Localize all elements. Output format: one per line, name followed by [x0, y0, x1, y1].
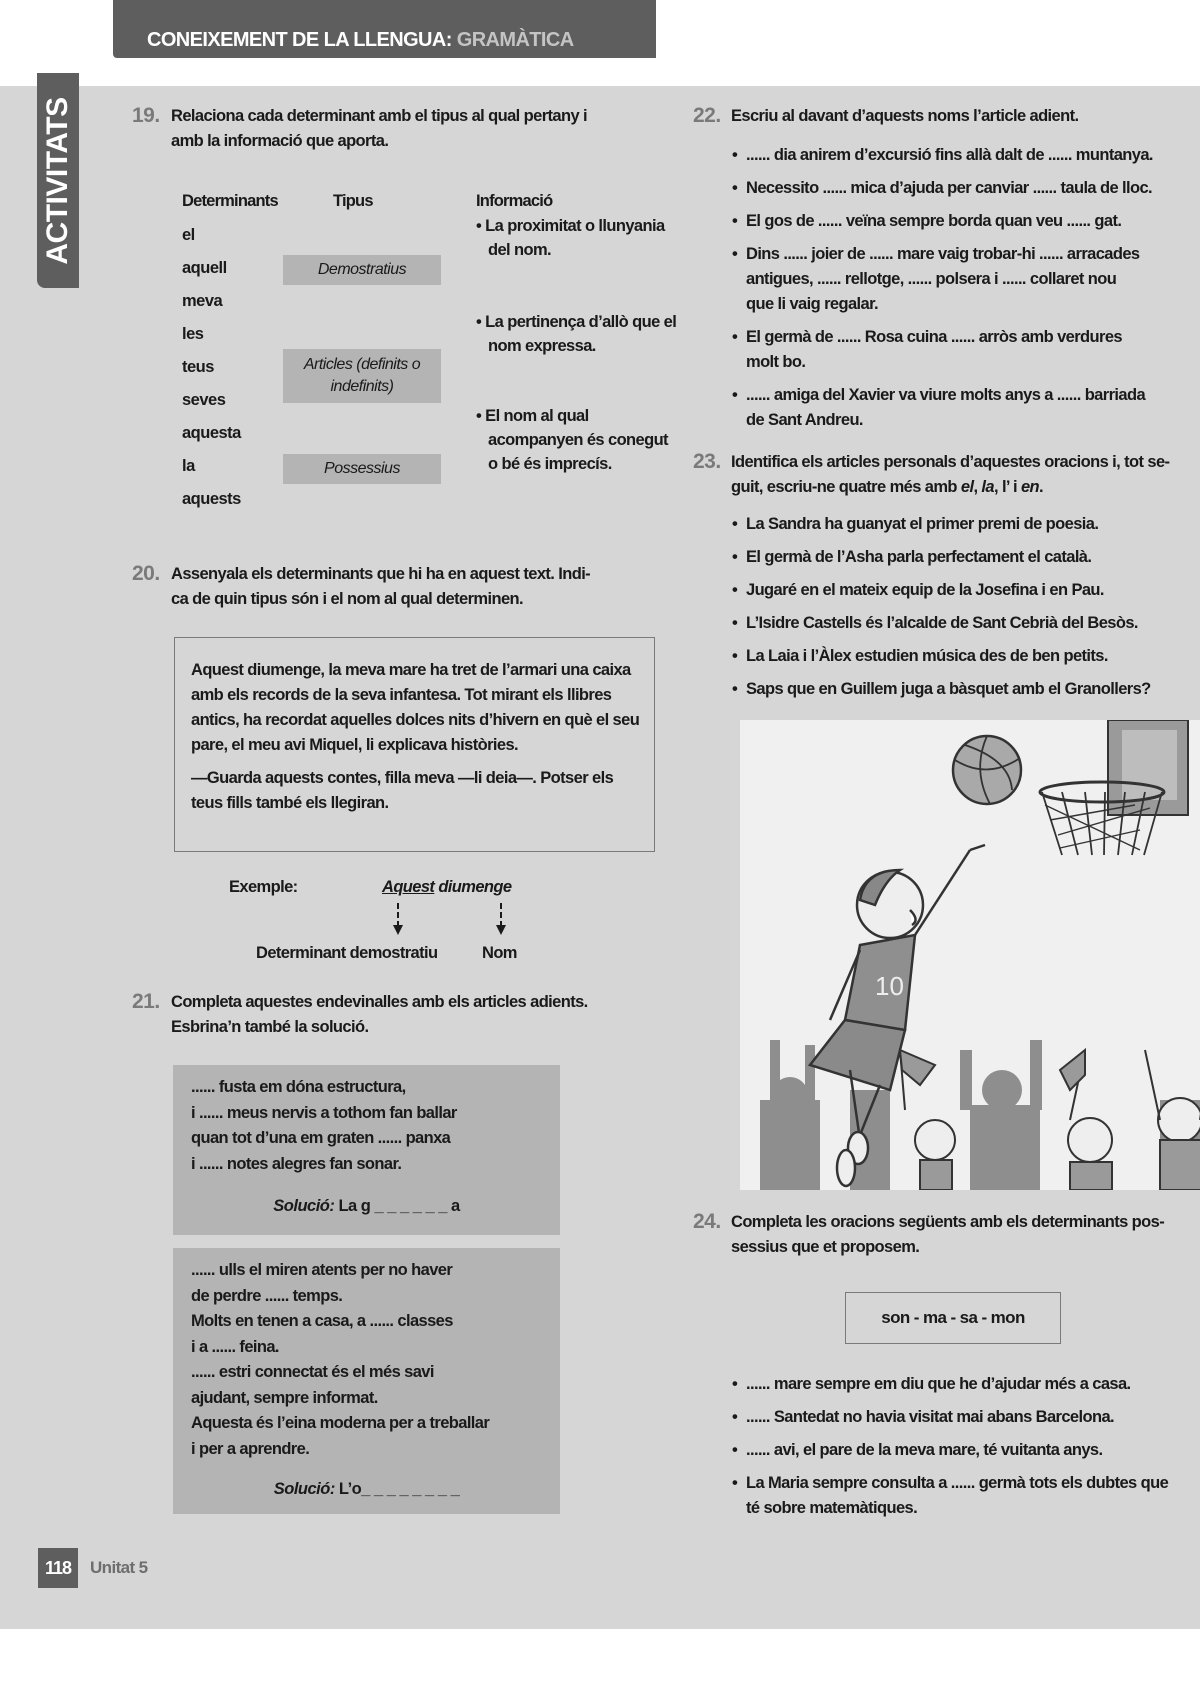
list-item: • ...... dia anirem d’excursió fins allà dalt de ...... muntanya. [732, 143, 1200, 168]
word-bank-box: son - ma - sa - mon [845, 1292, 1061, 1344]
arrow-head-icon [393, 925, 403, 935]
page-number: 118 [38, 1548, 78, 1588]
column-header-determinants: Determinants [182, 192, 278, 210]
list-item: • L’Isidre Castells és l’alcalde de Sant Cebrià del Besòs. [732, 611, 1200, 636]
exercise-21-prompt-line1: Completa aquestes endevinalles amb els articles adients. [171, 993, 588, 1011]
list-item: • El germà de l’Asha parla perfectament el català. [732, 545, 1200, 570]
example-label: Exemple: [229, 878, 298, 896]
exercise-20-number: 20. [132, 562, 160, 585]
list-item: • ...... Santedat no havia visitat mai abans Barcelona. [732, 1405, 1200, 1430]
example-phrase [382, 878, 511, 897]
list-item: • El gos de ...... veïna sempre borda quan veu ...... gat. [732, 209, 1200, 234]
exercise-24-list [732, 1372, 1200, 1521]
list-item: • Jugaré en el mateix equip de la Josefina i en Pau. [732, 578, 1200, 603]
riddle-line: i ...... meus nervis a tothom fan ballar [191, 1103, 457, 1122]
list-item: • Dins ...... joier de ...... mare vaig trobar-hi ...... arracades antigues, ...... rellotge, ...... polsera i ...... collaret nou que li vaig regalar. [732, 242, 1200, 317]
list-item: • La Sandra ha guanyat el primer premi de poesia. [732, 512, 1200, 537]
example-noun: diumenge [438, 878, 512, 896]
exercise-23-number: 23. [693, 450, 721, 473]
exercise-20-paragraph-1: Aquest diumenge, la meva mare ha tret de l’armari una caixa amb els records de la seva infantesa. Tot mirant els llibres antics, ha recordat aquelles dolces nits d’hivern en què el seu pare, el meu avi Miquel, li explicava històries. [191, 661, 640, 754]
side-tab-label: ACTIVITATS [41, 96, 74, 265]
determinant-item: meva [182, 292, 223, 310]
exercise-22-number: 22. [693, 104, 721, 127]
determinant-item: aquesta [182, 424, 241, 442]
list-item: • La Maria sempre consulta a ...... germà tots els dubtes que té sobre matemàtiques. [732, 1471, 1200, 1521]
determinant-item: aquell [182, 259, 227, 277]
exercise-21-prompt-line2: Esbrina’n també la solució. [171, 1018, 369, 1036]
riddle-line: i a ...... feina. [191, 1337, 279, 1356]
type-box-demostratius: Demostratius [283, 255, 441, 285]
determinant-item: aquests [182, 490, 241, 508]
list-item: • ...... amiga del Xavier va viure molts anys a ...... barriada de Sant Andreu. [732, 383, 1200, 433]
exercise-20-prompt-line2: ca de quin tipus són i el nom al qual determinen. [171, 590, 523, 608]
riddle-line: i ...... notes alegres fan sonar. [191, 1154, 402, 1173]
determinant-item: el [182, 226, 195, 244]
arrow-to-determinant [397, 903, 399, 927]
section-title [147, 29, 574, 52]
riddle-line: Aquesta és l’eina moderna per a treballar [191, 1414, 490, 1432]
unit-label: Unitat 5 [90, 1558, 148, 1577]
exercise-20-prompt-line1: Assenyala els determinants que hi ha en aquest text. Indi- [171, 565, 591, 583]
determinant-item: seves [182, 391, 226, 409]
riddle-line: quan tot d’una em graten ...... panxa [191, 1129, 451, 1147]
riddle-line: ...... fusta em dóna estructura, [191, 1078, 406, 1096]
exercise-19-number: 19. [132, 104, 160, 127]
arrow-head-icon [496, 925, 506, 935]
list-item: • ...... mare sempre em diu que he d’ajudar més a casa. [732, 1372, 1200, 1397]
exercise-22-prompt: Escriu al davant d’aquests noms l’article adient. [731, 107, 1079, 125]
exercise-20-text-box [174, 637, 655, 852]
riddle-line: Molts en tenen a casa, a ...... classes [191, 1312, 453, 1330]
riddle-solution [191, 1197, 542, 1216]
svg-text:10: 10 [875, 971, 904, 1001]
determinant-item: les [182, 325, 204, 343]
exercise-24-prompt-line1: Completa les oracions següents amb els determinants pos- [731, 1213, 1165, 1231]
activities-side-tab [37, 73, 79, 288]
riddle-line: ...... ulls el miren atents per no haver [191, 1261, 453, 1279]
solution-label: Solució: [273, 1480, 335, 1498]
basketball-illustration [740, 720, 1200, 1190]
list-item: • ...... avi, el pare de la meva mare, té vuitanta anys. [732, 1438, 1200, 1463]
riddle-solution [191, 1480, 542, 1499]
info-item: • La proximitat o llunyania del nom. [476, 217, 665, 259]
column-header-tipus: Tipus [333, 192, 373, 210]
riddle-box-1 [173, 1065, 560, 1235]
riddle-line: ...... estri connectat és el més savi [191, 1363, 434, 1381]
riddle-line: i per a aprendre. [191, 1439, 310, 1458]
exercise-20-paragraph-2: —Guarda aquests contes, filla meva —li deia—. Potser els teus fills també els llegiran. [191, 769, 614, 812]
solution-value: L’o_ _ _ _ _ _ _ _ [338, 1480, 460, 1498]
solution-value: La g _ _ _ _ _ _ a [338, 1197, 460, 1215]
exercise-23-prompt-line2: guit, escriu-ne quatre més amb el, la, l’ i en. [731, 478, 1044, 496]
determinant-item: teus [182, 358, 214, 376]
exercise-23-list [732, 512, 1200, 702]
determinant-item: la [182, 457, 195, 475]
list-item: • Necessito ...... mica d’ajuda per canviar ...... taula de lloc. [732, 176, 1200, 201]
type-box-articles: Articles (definits o indefinits) [283, 349, 441, 403]
riddle-box-2 [173, 1248, 560, 1514]
arrow-to-noun [500, 903, 502, 927]
riddle-line: de perdre ...... temps. [191, 1286, 343, 1305]
exercise-19-prompt-line1: Relaciona cada determinant amb el tipus al qual pertany i [171, 107, 588, 125]
exercise-21-number: 21. [132, 990, 160, 1013]
exercise-23-prompt [731, 450, 1200, 500]
exercise-24-prompt [731, 1210, 1200, 1260]
exercise-24-prompt-line2: sessius que et proposem. [731, 1238, 920, 1256]
column-header-informacio: Informació [476, 192, 553, 210]
section-title-prefix: CONEIXEMENT DE LA LLENGUA: [147, 29, 457, 51]
exercise-23-prompt-line1: Identifica els articles personals d’aquestes oracions i, tot se- [731, 453, 1170, 471]
solution-label: Solució: [273, 1197, 335, 1215]
example-determinant-type: Determinant demostratiu [256, 944, 438, 962]
info-item: • El nom al qual acompanyen és conegut o bé és imprecís. [476, 407, 668, 473]
exercise-19-prompt [171, 104, 671, 154]
info-item: • La pertinença d’allò que el nom expressa. [476, 313, 677, 355]
riddle-line: ajudant, sempre informat. [191, 1388, 378, 1407]
list-item: • El germà de ...... Rosa cuina ...... arròs amb verdures molt bo. [732, 325, 1200, 375]
example-noun-type: Nom [482, 944, 517, 962]
exercise-21-prompt [171, 990, 671, 1040]
section-title-accent: GRAMÀTICA [456, 29, 574, 51]
type-box-possessius: Possessius [283, 454, 441, 484]
exercise-24-number: 24. [693, 1210, 721, 1233]
exercise-20-prompt [171, 562, 671, 612]
example-determinant: Aquest [382, 878, 435, 896]
list-item: • La Laia i l’Àlex estudien música des de ben petits. [732, 644, 1200, 669]
list-item: • Saps que en Guillem juga a bàsquet amb el Granollers? [732, 677, 1200, 702]
basketball-scene-icon [740, 720, 1200, 1190]
exercise-19-prompt-line2: amb la informació que aporta. [171, 132, 389, 150]
exercise-22-list [732, 143, 1200, 433]
